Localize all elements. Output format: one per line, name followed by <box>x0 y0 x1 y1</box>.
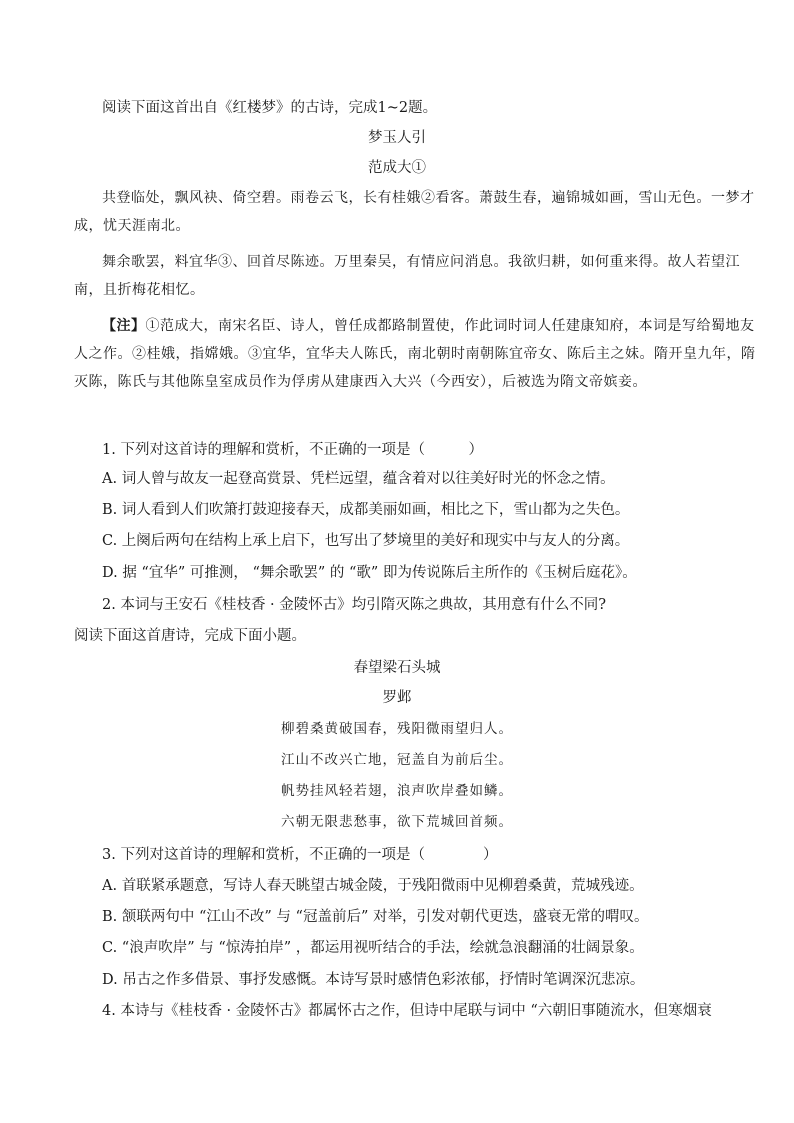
question-2: 2. 本词与王安石《桂枝香 · 金陵怀古》均引隋灭陈之典故，其用意有什么不同? <box>102 597 607 613</box>
question-1-option-c: C. 上阕后两句在结构上承上启下，也写出了梦境里的美好和现实中与友人的分离。 <box>102 533 630 549</box>
reading-instruction-2: 阅读下面这首唐诗，完成下面小题。 <box>74 628 306 644</box>
annotation-label: 【注】 <box>102 318 146 334</box>
poem1-annotation <box>74 312 764 396</box>
question-1-option-a: A. 词人曾与故友一起登高赏景、凭栏远望，蕴含着对以往美好时光的怀念之情。 <box>102 471 615 487</box>
poem1-author: 范成大① <box>368 160 426 176</box>
question-3-option-b: B. 颔联两句中 “江山不改” 与 “冠盖前后” 对举，引发对朝代更迭，盛衰无常的喟叹。 <box>102 909 649 925</box>
reading-instruction-1: 阅读下面这首出自《红楼梦》的古诗，完成1~2题。 <box>102 100 438 116</box>
annotation-text: ①范成大，南宋名臣、诗人，曾任成都路制置使，作此词时词人任建康知府，本词是写给蜀地友人之作。②桂娥，指嫦娥。③宜华，宜华夫人陈氏，南北朝时南朝陈宜帝女、陈后主之妹。隋开皇九年，隋灭陈，陈氏与其他陈皇室成员作为俘虏从建康西入大兴（今西安），后被选为隋文帝嫔妾。 <box>74 318 756 390</box>
poem1-stanza-2: 舞余歌罢，料宜华③、回首尽陈迹。万里秦吴，有情应问消息。我欲归耕，如何重来得。故人若望江南，且折梅花相忆。 <box>74 254 740 298</box>
question-3-stem: 3. 下列对这首诗的理解和赏析，不正确的一项是（ ） <box>102 847 498 863</box>
poem2-line-4: 六朝无限悲愁事，欲下荒城回首频。 <box>281 814 513 830</box>
poem2-line-3: 帆势挂风轻若翅，浪声吹岸叠如鳞。 <box>281 783 513 799</box>
question-3-option-c: C. “浪声吹岸” 与 “惊涛拍岸” ，都运用视听结合的手法，绘就急浪翻涌的壮阔景象。 <box>102 940 644 956</box>
question-3-option-a: A. 首联紧承题意，写诗人春天眺望古城金陵，于残阳微雨中见柳碧桑黄，荒城残迹。 <box>102 878 644 894</box>
poem2-line-2: 江山不改兴亡地，冠盖自为前后尘。 <box>281 752 513 768</box>
poem2-author: 罗邺 <box>382 690 412 706</box>
question-1-stem: 1. 下列对这首诗的理解和赏析，不正确的一项是（ ） <box>102 442 483 458</box>
question-1-option-b: B. 词人看到人们吹箫打鼓迎接春天，成都美丽如画，相比之下，雪山都为之失色。 <box>102 502 630 518</box>
poem1-title: 梦玉人引 <box>368 130 426 146</box>
poem2-line-1: 柳碧桑黄破国春，残阳微雨望归人。 <box>281 721 513 737</box>
poem1-stanza-1: 共登临处，飘风袂、倚空碧。雨卷云飞，长有桂娥②看客。萧鼓生春，遍锦城如画，雪山无色。一梦才成，忧天涯南北。 <box>74 190 755 234</box>
question-4: 4. 本诗与《桂枝香 · 金陵怀古》都属怀古之作，但诗中尾联与词中 “六朝旧事随流水，但寒烟衰 <box>102 1003 712 1019</box>
poem2-title: 春望梁石头城 <box>353 660 441 676</box>
question-1-option-d: D. 据 “宜华” 可推测， “舞余歌罢” 的 “歌” 即为传说陈后主所作的《玉树后庭花》。 <box>102 565 637 581</box>
question-3-option-d: D. 吊古之作多借景、事抒发感慨。本诗写景时感情色彩浓郁，抒情时笔调深沉悲凉。 <box>102 972 645 988</box>
